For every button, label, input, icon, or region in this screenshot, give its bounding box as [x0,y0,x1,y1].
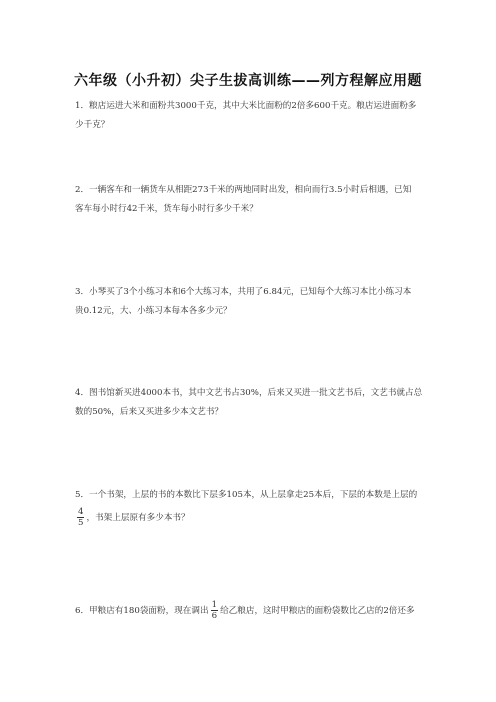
fraction-denominator: 5 [78,518,84,528]
question-4-line-1: 4．图书馆新买进4000本书，其中文艺书占30%，后来又买进一批文艺书后，文艺书就占总 [75,388,423,398]
question-2-line-2: 客车每小时行42千米，货车每小时行多少千米？ [75,204,258,214]
fraction-four-fifths [77,507,84,528]
question-5-line-2-text: ，书架上层原有多少本书？ [86,513,190,523]
page-title: 六年级（小升初）尖子生拔高训练——列方程解应用题 [74,73,422,89]
question-5 [75,486,425,528]
question-5-line-1: 5．一个书架，上层的书的本数比下层多105本，从上层拿走25本后，下层的本数是上层的 [75,490,418,500]
question-4-line-2: 数的50%，后来又买进多少本文艺书？ [75,407,224,417]
question-6-line-1 [75,600,425,621]
question-1-line-1: 1．粮店运进大米和面粉共3000千克，其中大米比面粉的2倍多600千克。粮店运进面粉多 [75,101,417,111]
question-3-line-2: 贵0.12元，大、小练习本每本各多少元？ [75,306,232,316]
question-1 [75,97,425,135]
fraction-denominator: 6 [211,611,218,621]
question-6-text-before: 6．甲粮店有180袋面粉，现在调出 [75,606,209,616]
fraction-numerator: 1 [211,600,218,610]
question-1-line-2: 少千克？ [75,120,110,130]
question-2-line-1: 2．一辆客车和一辆货车从相距273千米的两地同时出发，相向而行3.5小时后相遇，已知 [75,185,412,195]
question-4 [75,384,425,422]
question-5-line-2 [75,507,425,528]
question-3-line-1: 3．小琴买了3个小练习本和6个大练习本，共用了6.84元，已知每个大练习本比小练习本 [75,287,412,297]
question-2 [75,181,425,219]
fraction-numerator: 4 [78,507,84,517]
question-3 [75,283,425,321]
fraction-one-sixth [211,600,218,621]
question-6 [75,600,425,621]
question-6-text-after: 给乙粮店，这时甲粮店的面粉袋数比乙店的2倍还多 [220,606,415,616]
